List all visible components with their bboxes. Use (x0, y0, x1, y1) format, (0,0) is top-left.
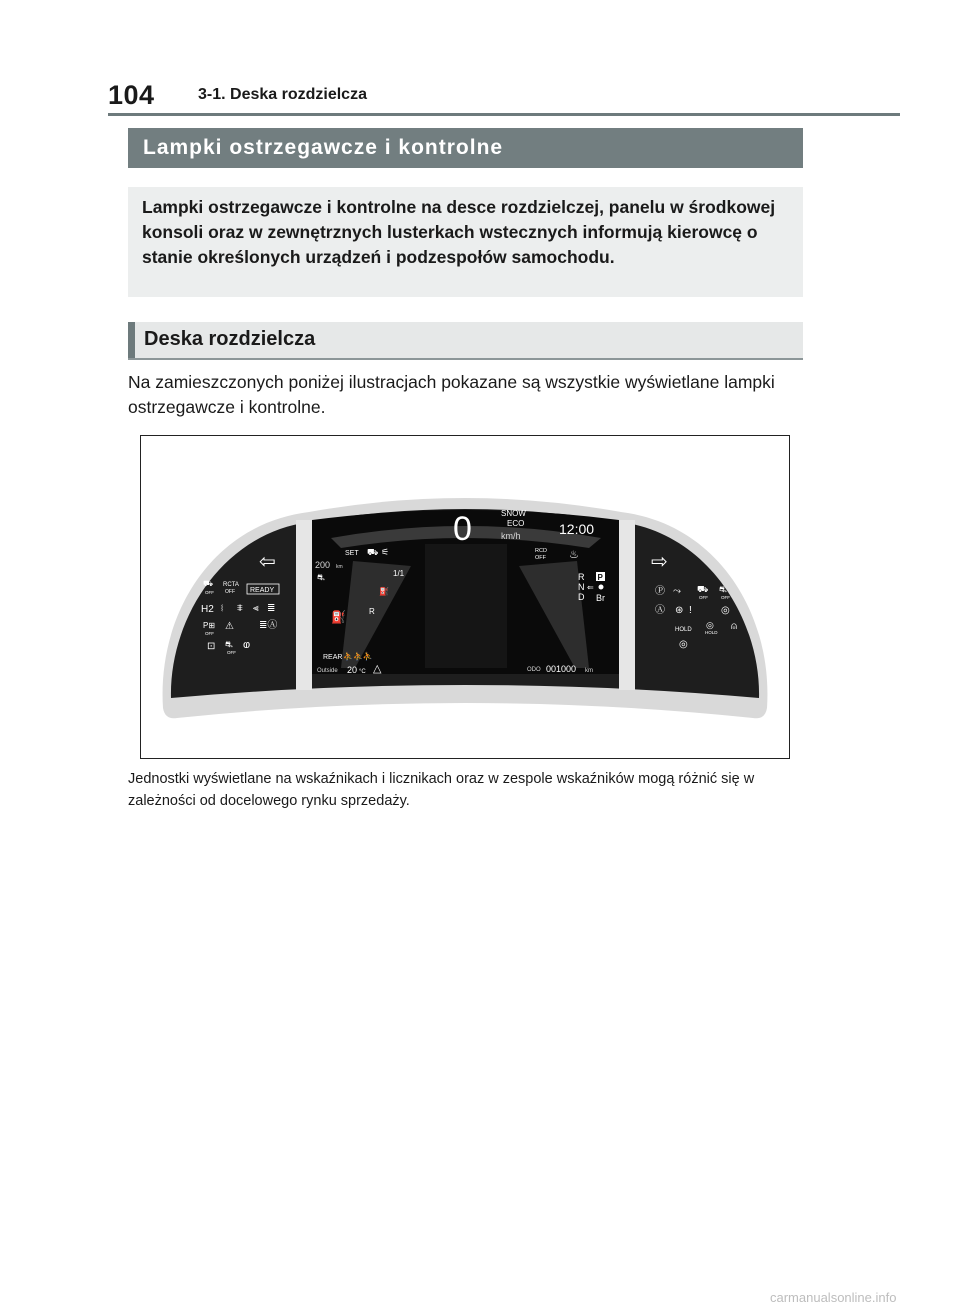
hold-box-label: HOLD (705, 630, 718, 635)
ready-label: READY (250, 587, 275, 594)
watermark-footer: carmanualsonline.info (770, 1290, 897, 1305)
speed-value: 0 (453, 510, 472, 548)
page-number: 104 (108, 80, 155, 110)
lda-off-icon: ⛟ (697, 584, 709, 594)
section-title: Lampki ostrzegawcze i kontrolne (143, 136, 504, 159)
rcd-label-bottom: OFF (535, 555, 546, 561)
tire-pressure-icon: ⍝ (731, 621, 737, 632)
left-divider (296, 520, 312, 690)
section-title-bar (128, 128, 803, 168)
range-unit: km (336, 564, 343, 570)
odo-label: ODO (527, 667, 541, 673)
range-value: 200 (315, 560, 331, 570)
front-fog-icon: ⧙ (221, 603, 224, 614)
section-reference: 3-1. Deska rozdzielcza (198, 86, 367, 103)
fuel-level-icon: ⛽ (379, 587, 389, 596)
tail-light-icon: ⩨ (237, 603, 243, 614)
high-beam-icon: ≣ (267, 603, 276, 614)
fuel-full-mark: 1/1 (393, 569, 405, 578)
body-text: Na zamieszczonych poniżej ilustracjach pokazane są wszystkie wyświetlane lampki ostrzegawcze i kontrolne. (128, 372, 775, 417)
vsc-off-icon: ⛐ (225, 639, 233, 649)
shift-arrow-icon: ⇐ (587, 583, 594, 592)
off-label-5: OFF (721, 595, 730, 600)
off-label-2: OFF (205, 631, 214, 636)
brake-hold-icon: ◎ (706, 620, 714, 630)
steering-warning-icon: ⊛ (675, 605, 684, 616)
rcta-label-bottom: OFF (225, 589, 235, 595)
lane-assist-icon: ⛟ (367, 547, 379, 557)
h2-label: H2 (201, 604, 214, 615)
odo-unit: km (585, 668, 593, 674)
gear-indicator-dot (599, 585, 604, 590)
brake-system-icon: ◎ (721, 605, 730, 616)
seatbelt-icon: ⱷ (243, 639, 251, 651)
subheading: Deska rozdzielcza (144, 328, 316, 350)
coolant-temp-icon: ♨ (569, 549, 579, 561)
gear-d: D (578, 592, 585, 602)
pcs-icon: ⚠ (225, 621, 234, 632)
steering-assist-icon: ⚟ (381, 547, 390, 557)
outside-label: Outside (317, 668, 338, 674)
hold-label: HOLD (675, 627, 692, 633)
instrument-cluster-illustration (141, 436, 789, 758)
set-label: SET (345, 550, 359, 557)
master-warning-icon: ! (689, 605, 692, 616)
gear-r: R (578, 572, 585, 582)
tracking-off-icon: ⛐ (719, 584, 727, 594)
intro-box (128, 187, 803, 297)
outside-temp: 20 (347, 665, 358, 675)
outside-temp-unit: °C (359, 669, 366, 675)
turn-left-icon: ⇦ (259, 551, 276, 573)
r-mark: R (369, 607, 375, 616)
range-icon: ⛐ (317, 572, 325, 582)
rear-seat-icons: ⛹⛹⛹ (343, 652, 373, 661)
off-label-3: OFF (227, 650, 236, 655)
clock: 12:00 (559, 521, 595, 537)
rcta-label-top: RCTA (223, 582, 239, 588)
gear-n: N (578, 582, 585, 592)
parking-brake-off-icon: P⊞ (203, 621, 216, 630)
figure-caption: Jednostki wyświetlane na wskaźnikach i licznikach oraz w zespole wskaźników mogą różnić się w zależności od docelowego rynku sprzedaży. (128, 771, 755, 809)
bsm-icon: ⊡ (207, 641, 216, 652)
parking-brake-icon: Ⓟ (655, 586, 665, 597)
abs-icon: Ⓐ (655, 605, 665, 616)
odo-value: 001000 (546, 664, 577, 674)
off-label-4: OFF (699, 595, 708, 600)
header-rule (108, 113, 900, 116)
fuel-pump-icon: ⛽ (331, 610, 346, 624)
rear-fog-icon: ⫷ (253, 603, 259, 614)
subheading-bar (128, 322, 803, 360)
rear-label: REAR (323, 654, 343, 661)
brake-warning-icon: ◎ (679, 639, 688, 650)
right-divider (619, 520, 635, 690)
intro-text: Lampki ostrzegawcze i kontrolne na desce rozdzielczej, panelu w środkowej konsoli oraz w zewnętrznych lusterkach wstecznych informują kierowcę o stanie określonych urządzeń i podzespołów samochodu. (142, 197, 776, 267)
slip-indicator-icon: ⤳ (673, 586, 681, 597)
subheading-accent (128, 322, 135, 358)
off-label-1: OFF (205, 590, 214, 595)
drive-mode-top: SNOW (501, 509, 526, 518)
drive-mode-bottom: ECO (507, 519, 525, 528)
instrument-cluster-figure (140, 435, 790, 759)
gear-br: Br (596, 593, 605, 603)
center-info-area (425, 544, 507, 668)
speed-unit: km/h (501, 531, 521, 541)
ice-warning-icon: △ (373, 663, 382, 675)
rcd-label-top: RCD (535, 548, 547, 554)
gear-p: P (597, 573, 603, 582)
auto-high-beam-icon: ≣Ⓐ (259, 620, 278, 631)
parking-sensor-off-icon: ⛟ (203, 579, 214, 588)
turn-right-icon: ⇨ (651, 551, 668, 573)
